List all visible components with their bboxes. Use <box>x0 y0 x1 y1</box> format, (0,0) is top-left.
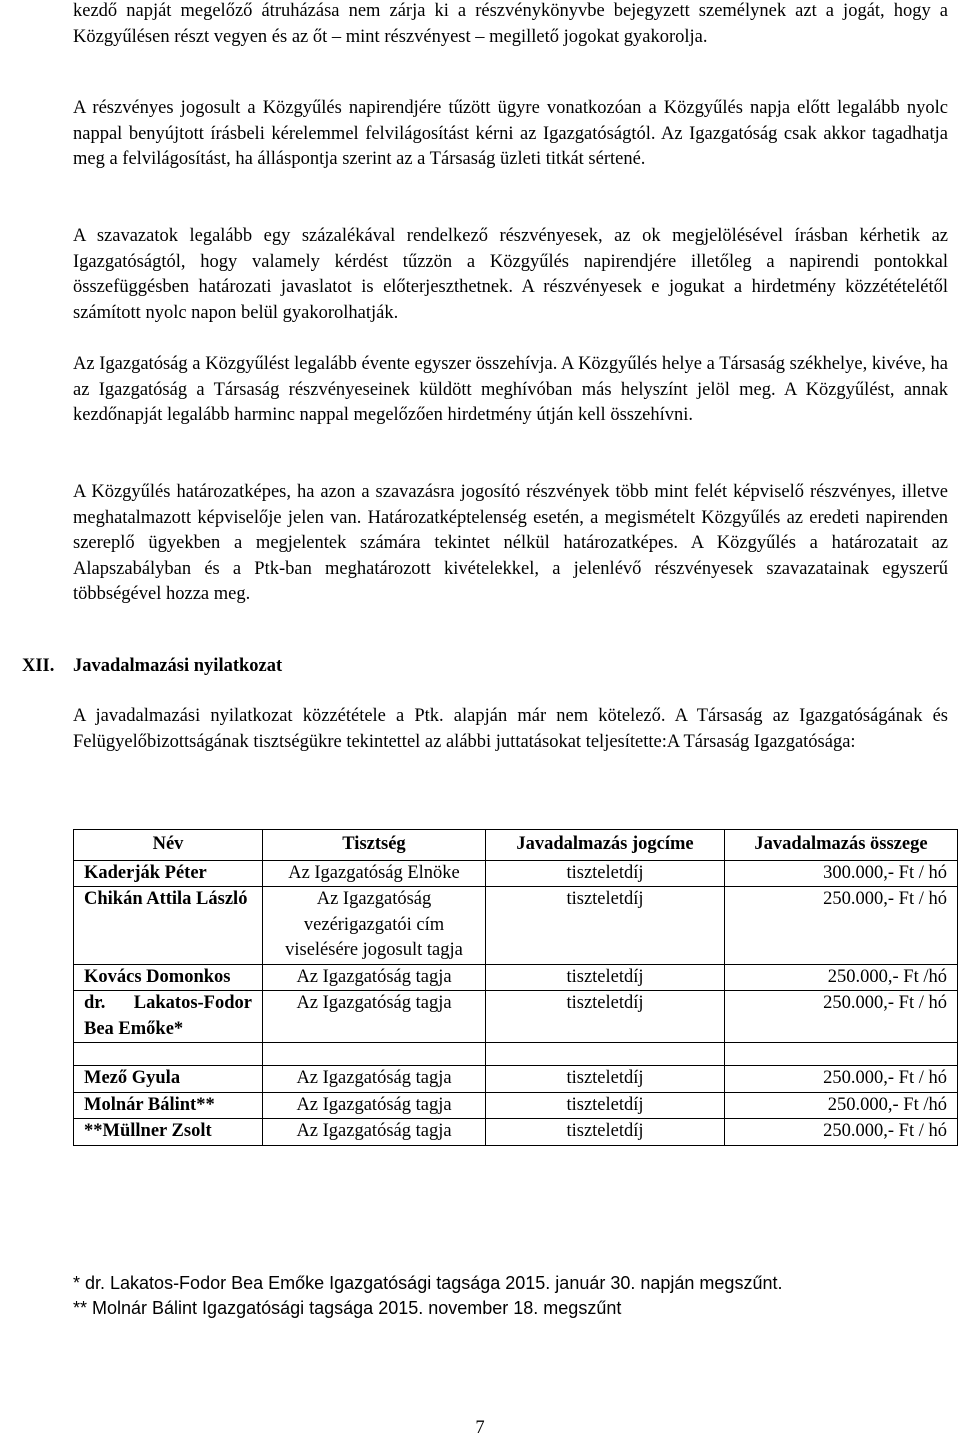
cell-name: Molnár Bálint** <box>74 1092 263 1119</box>
cell-position: Az Igazgatóság vezérigazgatói cím viselésére jogosult tagja <box>263 887 486 965</box>
paragraph: A szavazatok legalább egy százalékával rendelkező részvényesek, az ok megjelölésével írásban kérhetik az Igazgatóságtól, hogy valamely kérdést tűzzön a Közgyűlés napirendjére illetőleg a napirendi pontokkal összefüggésben határozati javaslatot is előterjeszthetnek. A részvényesek e jogukat a hirdetmény közzétételétől számított nyolc napon belül gyakorolhatják. <box>73 226 948 323</box>
section-number: XII. <box>22 656 55 676</box>
cell-title: tiszteletdíj <box>486 860 725 887</box>
cell-amount: 300.000,- Ft / hó <box>725 860 958 887</box>
table-spacer-row <box>74 1043 958 1066</box>
cell-position: Az Igazgatóság tagja <box>263 1092 486 1119</box>
remuneration-table <box>73 829 958 1146</box>
table-header-row <box>74 830 958 861</box>
cell-name: **Müllner Zsolt <box>74 1119 263 1146</box>
cell-name: dr. Lakatos-Fodor Bea Emőke* <box>74 991 263 1043</box>
header-title: Javadalmazás jogcíme <box>486 830 725 861</box>
cell-amount: 250.000,- Ft /hó <box>725 964 958 991</box>
header-amount: Javadalmazás összege <box>725 830 958 861</box>
cell-name: Mező Gyula <box>74 1066 263 1093</box>
table-row <box>74 991 958 1043</box>
table-row <box>74 964 958 991</box>
section-intro: A javadalmazási nyilatkozat közzététele a Ptk. alapján már nem kötelező. A Társaság az Igazgatóságának és Felügyelőbizottságának tisztségükre tekintettel az alábbi juttatásokat teljesítette:A Társaság Igazgatósága: <box>73 706 948 752</box>
table-row <box>74 860 958 887</box>
paragraph: kezdő napját megelőző átruházása nem zárja ki a részvénykönyvbe bejegyzett személynek azt a jogát, hogy a Közgyűlésen részt vegyen és az őt – mint részvényest – megillető jogokat gyakorolja. <box>73 1 948 47</box>
cell-name: Chikán Attila László <box>74 887 263 965</box>
cell-position: Az Igazgatóság Elnöke <box>263 860 486 887</box>
cell-title: tiszteletdíj <box>486 1119 725 1146</box>
page-number: 7 <box>475 1418 485 1438</box>
cell-position: Az Igazgatóság tagja <box>263 1119 486 1146</box>
footnotes <box>73 1271 782 1321</box>
cell-title: tiszteletdíj <box>486 1092 725 1119</box>
header-position: Tisztség <box>263 830 486 861</box>
cell-name: Kovács Domonkos <box>74 964 263 991</box>
footnote: * dr. Lakatos-Fodor Bea Emőke Igazgatósági tagsága 2015. január 30. napján megszűnt. <box>73 1273 783 1293</box>
table-row <box>74 1092 958 1119</box>
footnote: ** Molnár Bálint Igazgatósági tagsága 2015. november 18. megszűnt <box>73 1298 622 1318</box>
cell-amount: 250.000,- Ft /hó <box>725 1092 958 1119</box>
cell-title: tiszteletdíj <box>486 887 725 965</box>
cell-amount: 250.000,- Ft / hó <box>725 991 958 1043</box>
cell-title: tiszteletdíj <box>486 964 725 991</box>
cell-amount: 250.000,- Ft / hó <box>725 1066 958 1093</box>
cell-name: Kaderják Péter <box>74 860 263 887</box>
table-row <box>74 1066 958 1093</box>
cell-amount: 250.000,- Ft / hó <box>725 887 958 965</box>
paragraph: A Közgyűlés határozatképes, ha azon a szavazásra jogosító részvények több mint felét képviselő részvényes, illetve meghatalmazott képviselője jelen van. Határozatképtelenség esetén, a megismételt Közgyűlés az eredeti napirenden szereplő ügyekben a megjelentek számára tekintet nélkül határozatképes. A Közgyűlés a határozatait az Alapszabályban és a Ptk-ban meghatározott kivételekkel, a jelenlévő részvényesek szavazatainak egyszerű többségével hozza meg. <box>73 482 948 604</box>
cell-position: Az Igazgatóság tagja <box>263 1066 486 1093</box>
table-row <box>74 1119 958 1146</box>
cell-position: Az Igazgatóság tagja <box>263 991 486 1043</box>
cell-title: tiszteletdíj <box>486 1066 725 1093</box>
cell-amount: 250.000,- Ft / hó <box>725 1119 958 1146</box>
section-title: Javadalmazási nyilatkozat <box>73 656 283 676</box>
paragraph: Az Igazgatóság a Közgyűlést legalább évente egyszer összehívja. A Közgyűlés helye a Társaság székhelye, kivéve, ha az Igazgatóság a Társaság részvényeseinek küldött meghívóban más helyszínt jelöl meg. A Közgyűlést, annak kezdőnapját legalább harminc nappal megelőzően hirdetmény útján kell összehívni. <box>73 354 948 425</box>
paragraph: A részvényes jogosult a Közgyűlés napirendjére tűzött ügyre vonatkozóan a Közgyűlés napja előtt legalább nyolc nappal benyújtott írásbeli kérelemmel felvilágosítást kérni az Igazgatóságtól. Az Igazgatóság csak akkor tagadhatja meg a felvilágosítást, ha álláspontja szerint az a Társaság üzleti titkát sértené. <box>73 98 948 169</box>
cell-title: tiszteletdíj <box>486 991 725 1043</box>
header-name: Név <box>74 830 263 861</box>
table-row <box>74 887 958 965</box>
cell-position: Az Igazgatóság tagja <box>263 964 486 991</box>
